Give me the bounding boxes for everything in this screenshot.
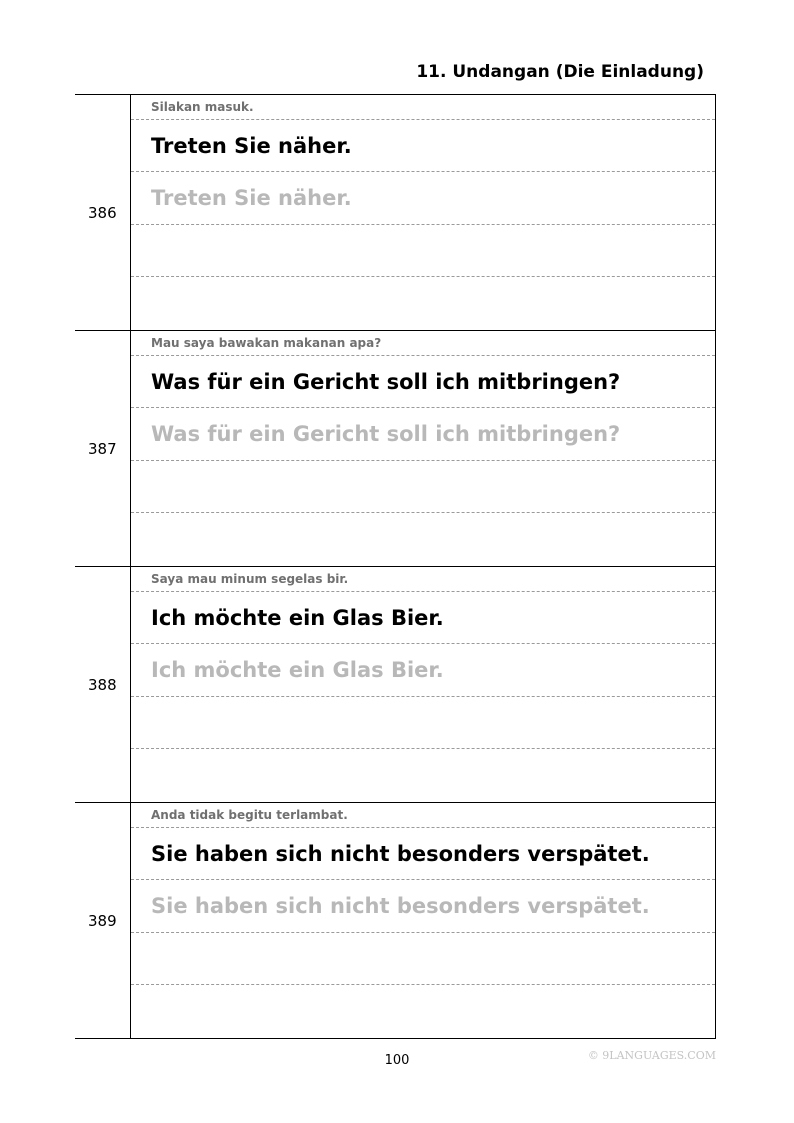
- translation-cue: Mau saya bawakan makanan apa?: [131, 331, 715, 356]
- writing-lines: [131, 331, 716, 566]
- entry-388: [75, 567, 716, 803]
- trace-sentence: Ich möchte ein Glas Bier.: [131, 644, 715, 697]
- blank-writing-line[interactable]: [131, 461, 715, 514]
- translation-cue: Saya mau minum segelas bir.: [131, 567, 715, 592]
- blank-writing-line[interactable]: [131, 749, 715, 802]
- page-number: 100: [384, 1053, 410, 1068]
- blank-writing-line[interactable]: [131, 697, 715, 750]
- writing-lines: [131, 567, 716, 802]
- writing-lines: [131, 95, 716, 330]
- blank-writing-line[interactable]: [131, 933, 715, 986]
- model-sentence: Ich möchte ein Glas Bier.: [131, 592, 715, 645]
- translation-cue: Anda tidak begitu terlambat.: [131, 803, 715, 828]
- entry-number: 388: [75, 567, 131, 802]
- blank-writing-line[interactable]: [131, 277, 715, 330]
- translation-cue: Silakan masuk.: [131, 95, 715, 120]
- practice-sheet: [75, 94, 716, 1039]
- entry-387: [75, 331, 716, 567]
- blank-writing-line[interactable]: [131, 985, 715, 1038]
- copyright-notice: © 9LANGUAGES.COM: [587, 1049, 716, 1062]
- blank-writing-line[interactable]: [131, 513, 715, 566]
- page-title: 11. Undangan (Die Einladung): [416, 62, 704, 82]
- blank-writing-line[interactable]: [131, 225, 715, 278]
- trace-sentence: Treten Sie näher.: [131, 172, 715, 225]
- entry-386: [75, 95, 716, 331]
- trace-sentence: Sie haben sich nicht besonders verspätet.: [131, 880, 715, 933]
- entry-number: 389: [75, 803, 131, 1038]
- model-sentence: Treten Sie näher.: [131, 120, 715, 173]
- entry-389: [75, 803, 716, 1039]
- model-sentence: Was für ein Gericht soll ich mitbringen?: [131, 356, 715, 409]
- entry-number: 386: [75, 95, 131, 330]
- trace-sentence: Was für ein Gericht soll ich mitbringen?: [131, 408, 715, 461]
- writing-lines: [131, 803, 716, 1038]
- entry-number: 387: [75, 331, 131, 566]
- model-sentence: Sie haben sich nicht besonders verspätet.: [131, 828, 715, 881]
